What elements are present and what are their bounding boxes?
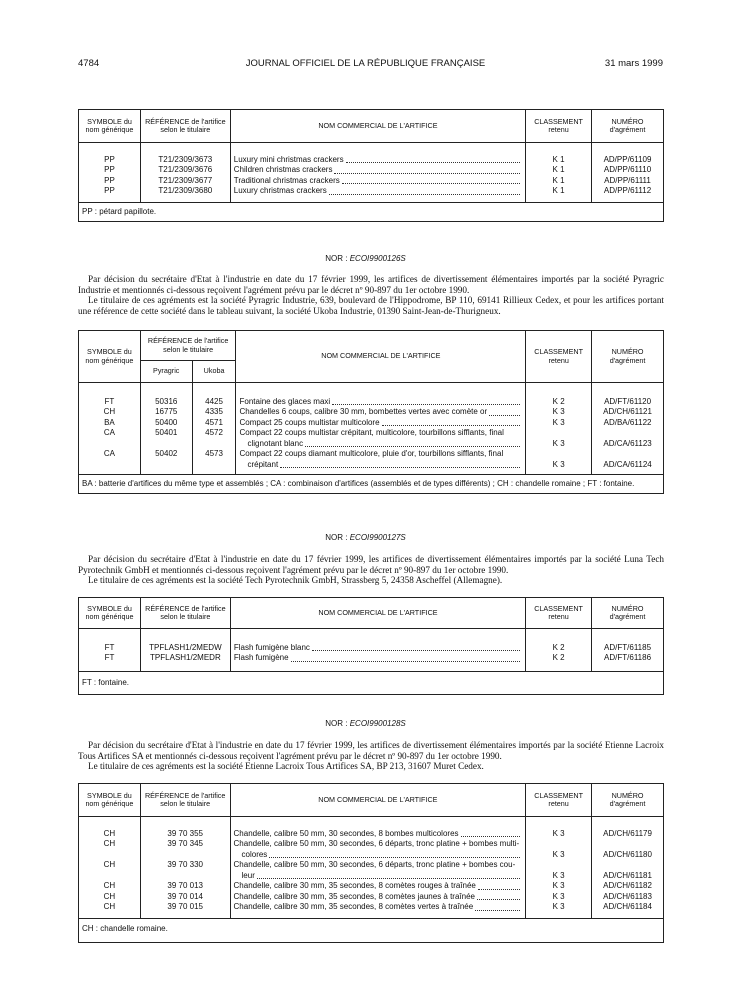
col-reference: RÉFÉRENCE de l'artifice selon le titulaire bbox=[140, 110, 230, 143]
table-note: FT : fontaine. bbox=[79, 672, 664, 695]
table-row: CH 16775 4335 Chandelles 6 coups, calibre 30 mm, bombettes vertes avec comète or K 3 AD/CH/61121 bbox=[79, 407, 664, 418]
table-pyragric: SYMBOLE du nom générique RÉFÉRENCE de l'artifice selon le titulaire NOM COMMERCIAL DE L'ARTIFICE CLASSEMENT retenu NUMÉRO d'agrément Pyragric Ukoba FT 50316 4425 Fontaine des glaces maxi K 2 AD/FT/61120 CH 16775 4335 Chandelles 6 coups, calibre 30 mm, bombettes vertes avec comète or K 3 AD/CH/61121 BA 50400 4571 Compact 25 coups multistar multicolore K 3 AD/BA/61122 CA 50401 4572 Compact 22 coups multistar crépitant, multicolore, tourbillons sifflants, final clignotant blanc K 3 AD/CA/61123 CA 50402 4573 Compact 22 coups diamant multicolore, pluie d'or, tourbillons sifflants, final crépitant K 3 AD/CA/61124 BA : batterie d'artifices du même type et assemblés ; CA : combinaison d'artifices (assemblés et de types différents) ; CH : chandelle romaine ; FT : fontaine. bbox=[78, 330, 664, 494]
decision-text: Par décision du secrétaire d'Etat à l'industrie en date du 17 février 1999, les artifices de divertissement élémentaires importés par la société Luna Tech Pyrotechnik GmbH et mentionnés ci-dessous reçoivent l'agrément prévu par le décret nº 90-897 du 1er octobre 1990. Le titulaire de ces agréments est la société Tech Pyrotechnik GmbH, Strassberg 5, 24358 Ascheffel (Allemagne). bbox=[78, 554, 664, 586]
issue-date: 31 mars 1999 bbox=[604, 58, 663, 69]
table-row: CH 39 70 014 Chandelle, calibre 30 mm, 35 secondes, 8 comètes jaunes à traînée K 3 AD/CH/61183 bbox=[79, 892, 664, 903]
table-row: PP T21/2309/3676 Children christmas crackers K 1 AD/PP/61110 bbox=[79, 165, 664, 176]
table-row: FT TPFLASH1/2MEDW Flash fumigène blanc K 2 AD/FT/61185 bbox=[79, 643, 664, 654]
table-row: FT TPFLASH1/2MEDR Flash fumigène K 2 AD/FT/61186 bbox=[79, 653, 664, 664]
table-row: CH 39 70 013 Chandelle, calibre 30 mm, 35 secondes, 8 comètes rouges à traînée K 3 AD/CH/61182 bbox=[79, 881, 664, 892]
decision-text: Par décision du secrétaire d'Etat à l'industrie en date du 17 février 1999, les artifices de divertissement élémentaires importés par la société Pyragric Industrie et mentionnés ci-dessous reçoivent l'agrément prévu par le décret nº 90-897 du 1er octobre 1990. Le titulaire de ces agréments est la société Pyragric Industrie, 639, boulevard de l'Hippodrome, BP 110, 69141 Rillieux Cedex, et pour les artifices portant une référence de cette société dans le tableau suivant, la société Ukoba Industrie, 01390 Saint-Jean-de-Thurigneux. bbox=[78, 274, 664, 316]
page-header bbox=[0, 58, 731, 72]
table-tech-pyrotechnik: SYMBOLE du nom générique RÉFÉRENCE de l'artifice selon le titulaire NOM COMMERCIAL DE L'ARTIFICE CLASSEMENT retenu NUMÉRO d'agrément FT TPFLASH1/2MEDW Flash fumigène blanc K 2 AD/FT/61185 FT TPFLASH1/2MEDR Flash fumigène K 2 AD/FT/61186 FT : fontaine. bbox=[78, 597, 664, 695]
table-row: CH 39 70 330 Chandelle, calibre 50 mm, 30 secondes, 6 départs, tronc platine + bombes cou- leur K 3 AD/CH/61181 bbox=[79, 860, 664, 881]
page-number: 4784 bbox=[78, 58, 100, 69]
table-row: CH 39 70 355 Chandelle, calibre 50 mm, 30 secondes, 8 bombes multicolores K 3 AD/CH/61179 bbox=[79, 829, 664, 840]
table-etienne-lacroix: SYMBOLE du nom générique RÉFÉRENCE de l'artifice selon le titulaire NOM COMMERCIAL DE L'ARTIFICE CLASSEMENT retenu NUMÉRO d'agrément CH 39 70 355 Chandelle, calibre 50 mm, 30 secondes, 8 bombes multicolores K 3 AD/CH/61179 CH 39 70 345 Chandelle, calibre 50 mm, 30 secondes, 6 départs, tronc platine + bombes multi- colores K 3 AD/CH/61180 CH 39 70 330 Chandelle, calibre 50 mm, 30 secondes, 6 départs, tronc platine + bombes cou- leur K 3 AD/CH/61181 CH 39 70 013 Chandelle, calibre 30 mm, 35 secondes, 8 comètes rouges à traînée K 3 AD/CH/61182 CH 39 70 014 Chandelle, calibre 30 mm, 35 secondes, 8 comètes jaunes à traînée K 3 AD/CH/61183 CH 39 70 015 Chandelle, calibre 30 mm, 35 secondes, 8 comètes vertes à traînée K 3 AD/CH/61184 CH : chandelle romaine. bbox=[78, 783, 664, 943]
nor-reference: NOR : ECOI9900128S bbox=[325, 719, 406, 728]
table-row: CH 39 70 345 Chandelle, calibre 50 mm, 30 secondes, 6 départs, tronc platine + bombes multi- colores K 3 AD/CH/61180 bbox=[79, 839, 664, 860]
decision-text: Par décision du secrétaire d'Etat à l'industrie en date du 17 février 1999, les artifices de divertissement élémentaires importés par la société Etienne Lacroix Tous Artifices SA et mentionnés ci-dessous reçoivent l'agrément prévu par le décret nº 90-897 du 1er octobre 1990. Le titulaire de ces agréments est la société Etienne Lacroix Tous Artifices SA, BP 213, 31607 Muret Cedex. bbox=[78, 740, 664, 772]
table-pp-crackers bbox=[78, 109, 664, 222]
table-row: CH 39 70 015 Chandelle, calibre 30 mm, 35 secondes, 8 comètes vertes à traînée K 3 AD/CH/61184 bbox=[79, 902, 664, 913]
table-row: PP T21/2309/3680 Luxury christmas crackers K 1 AD/PP/61112 bbox=[79, 186, 664, 197]
table-row: PP T21/2309/3677 Traditional christmas crackers K 1 AD/PP/61111 bbox=[79, 176, 664, 187]
nor-reference: NOR : ECOI9900126S bbox=[325, 254, 406, 263]
journal-title: JOURNAL OFFICIEL DE LA RÉPUBLIQUE FRANÇAISE bbox=[245, 58, 486, 69]
table-row: FT 50316 4425 Fontaine des glaces maxi K 2 AD/FT/61120 bbox=[79, 397, 664, 408]
table-note: CH : chandelle romaine. bbox=[79, 919, 664, 943]
col-numero: NUMÉRO d'agrément bbox=[592, 110, 664, 143]
table-row: BA 50400 4571 Compact 25 coups multistar multicolore K 3 AD/BA/61122 bbox=[79, 418, 664, 429]
col-pyragric: Pyragric bbox=[140, 361, 192, 383]
table-row: CA 50401 4572 Compact 22 coups multistar crépitant, multicolore, tourbillons sifflants, final clignotant blanc K 3 AD/CA/61123 bbox=[79, 428, 664, 449]
table-row: PP T21/2309/3673 Luxury mini christmas crackers K 1 AD/PP/61109 bbox=[79, 155, 664, 166]
col-nom: NOM COMMERCIAL DE L'ARTIFICE bbox=[230, 110, 525, 143]
col-classement: CLASSEMENT retenu bbox=[526, 110, 592, 143]
table-row: CA 50402 4573 Compact 22 coups diamant multicolore, pluie d'or, tourbillons sifflants, final crépitant K 3 AD/CA/61124 bbox=[79, 449, 664, 470]
col-ukoba: Ukoba bbox=[192, 361, 236, 383]
table-note: PP : pétard papillote. bbox=[79, 203, 664, 222]
nor-reference: NOR : ECOI9900127S bbox=[325, 533, 406, 542]
col-symbole: SYMBOLE du nom générique bbox=[79, 110, 141, 143]
table-note: BA : batterie d'artifices du même type et assemblés ; CA : combinaison d'artifices (assemblés et de types différents) ; CH : chandelle romaine ; FT : fontaine. bbox=[79, 474, 664, 493]
